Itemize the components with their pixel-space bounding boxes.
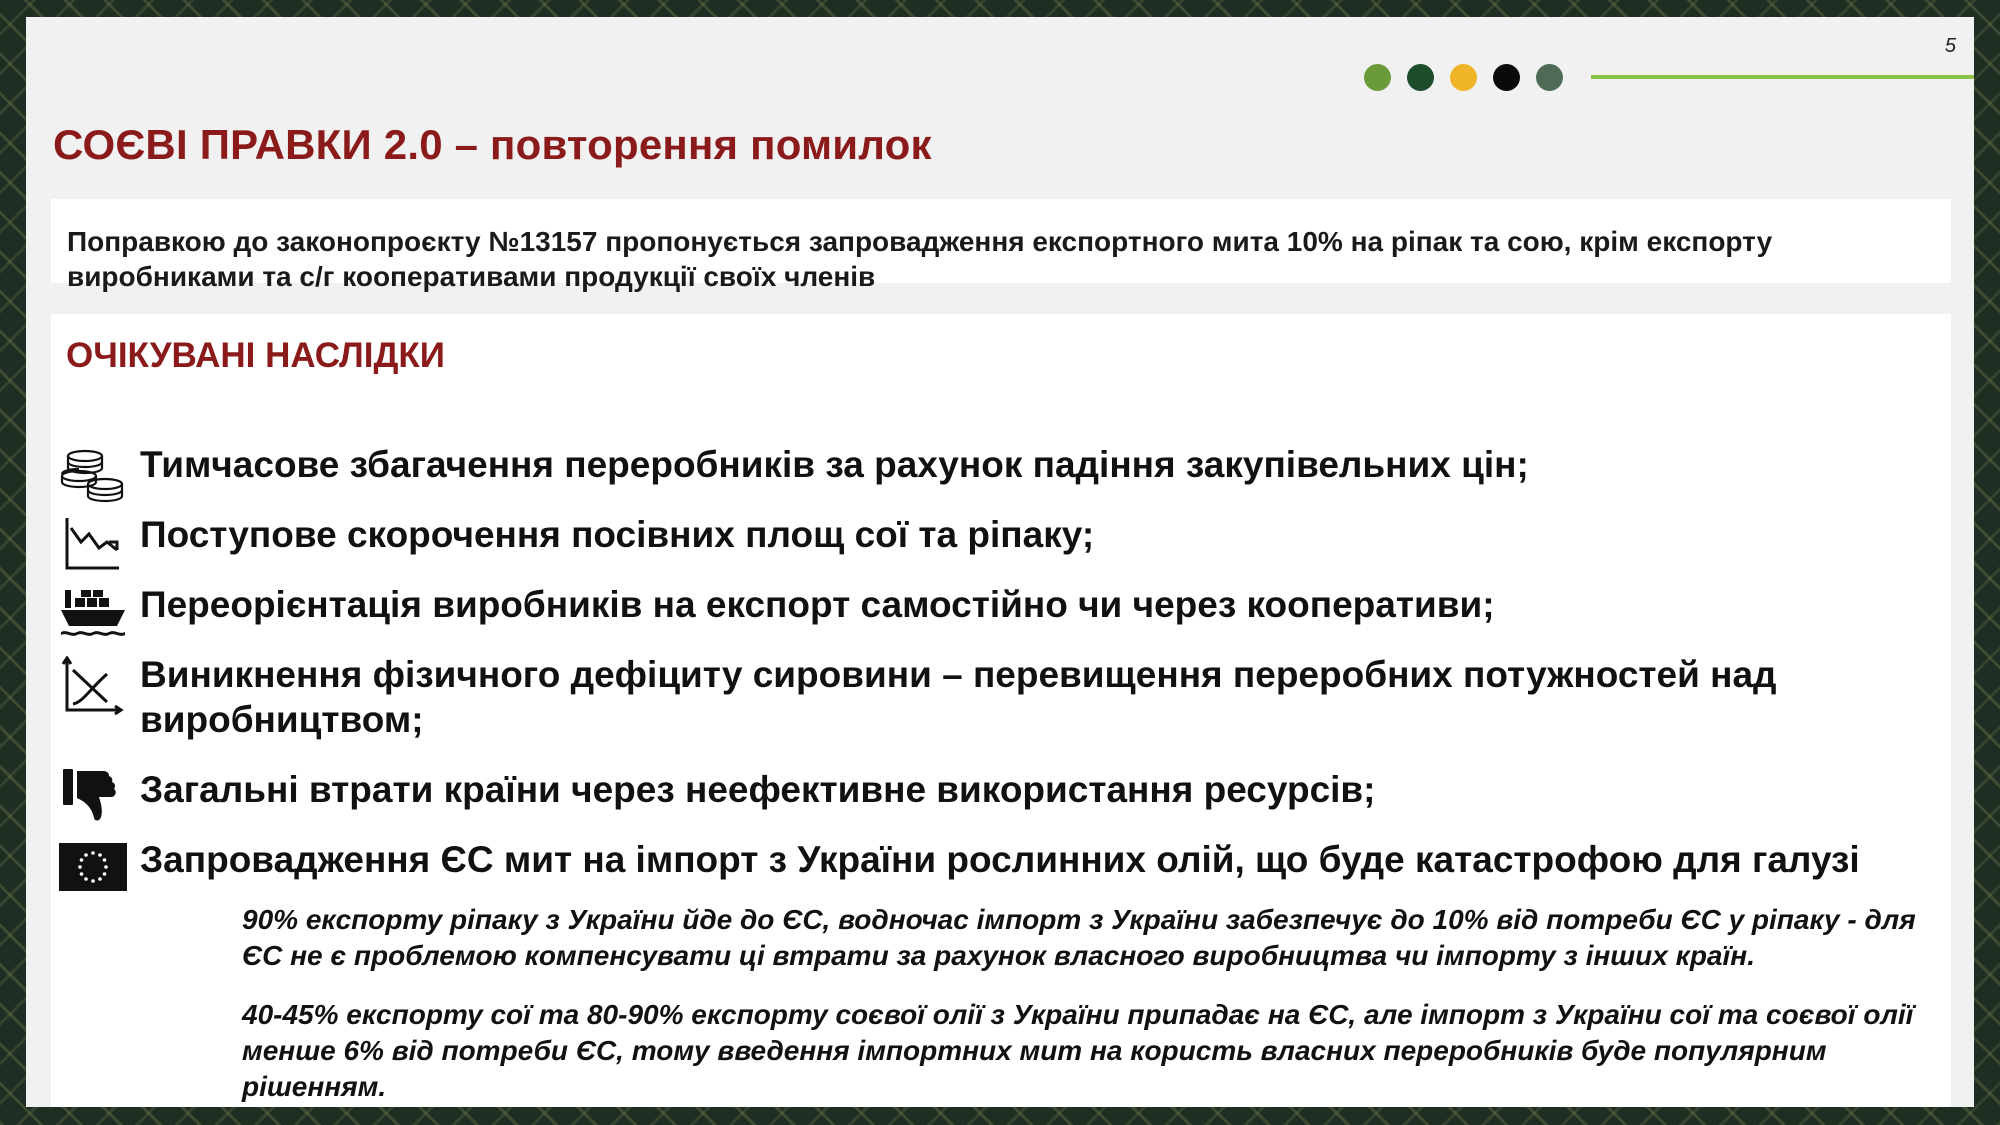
header-dots bbox=[1364, 64, 1563, 91]
consequence-text: Загальні втрати країни через неефективне використання ресурсів; bbox=[140, 769, 1376, 810]
intro-line: виробниками та с/г кооперативами продукції своїх членів bbox=[67, 261, 876, 292]
consequences-panel bbox=[51, 314, 1951, 1107]
intro-box bbox=[51, 199, 1951, 292]
thumbs-down-icon bbox=[59, 767, 127, 827]
header-dot bbox=[1407, 64, 1434, 91]
consequence-text: Тимчасове збагачення переробників за рахунок падіння закупівельних цін; bbox=[140, 444, 1529, 485]
note-paragraph: 90% експорту ріпаку з України йде до ЄС, водночас імпорт з України забезпечує до 10% від потреби ЄС у ріпаку - для ЄС не є проблемою компенсувати ці втрати за рахунок власного виробництва чи імпорту з інших країн. bbox=[242, 904, 1916, 971]
header-dot bbox=[1536, 64, 1563, 91]
page-number: 5 bbox=[1944, 35, 1956, 57]
coins-icon bbox=[59, 444, 127, 504]
consequence-text: Запровадження ЄС мит на імпорт з України рослинних олій, що буде катастрофою для галузі bbox=[140, 839, 1860, 880]
consequence-text: Переорієнтація виробників на експорт самостійно чи через кооперативи; bbox=[140, 584, 1495, 625]
header-dot bbox=[1364, 64, 1391, 91]
slide bbox=[26, 17, 1974, 1107]
slide-title: СОЄВІ ПРАВКИ 2.0 – повторення помилок bbox=[53, 121, 932, 168]
header-dot bbox=[1493, 64, 1520, 91]
header-dot bbox=[1450, 64, 1477, 91]
consequence-text: Виникнення фізичного дефіциту сировини – перевищення переробних потужностей над виробництвом; bbox=[140, 654, 1777, 740]
note-paragraph: 40-45% експорту сої та 80-90% експорту соєвої олії з України припадає на ЄС, але імпорт з України сої та соєвої олії менше 6% від потреби ЄС, тому введення імпортних мит на користь власних переробників буде популярним рішенням. bbox=[242, 999, 1914, 1102]
eu-flag-icon bbox=[59, 837, 127, 897]
crossing-trends-chart-icon bbox=[59, 656, 127, 716]
consequences-heading: ОЧІКУВАНІ НАСЛІДКИ bbox=[66, 336, 445, 375]
declining-chart-icon bbox=[59, 514, 127, 574]
intro-line: Поправкою до законопроєкту №13157 пропонується запровадження експортного мита 10% на ріпак та сою, крім експорту bbox=[67, 226, 1773, 257]
header-accent-line bbox=[1591, 75, 1974, 79]
cargo-ship-icon bbox=[59, 582, 127, 642]
consequence-text: Поступове скорочення посівних площ сої та ріпаку; bbox=[140, 514, 1095, 555]
